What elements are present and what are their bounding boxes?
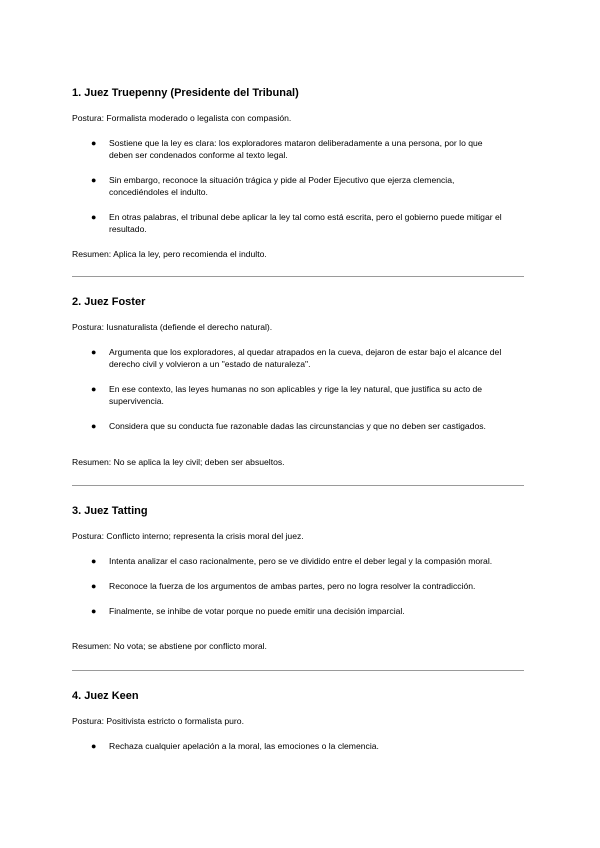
list-item-line: supervivencia. xyxy=(109,396,164,406)
bullet-icon: ● xyxy=(91,741,97,751)
postura-text: Formalista moderado o legalista con compasión. xyxy=(106,113,292,123)
section-truepenny xyxy=(72,86,528,260)
bullet-icon: ● xyxy=(91,556,97,566)
bullet-icon: ● xyxy=(91,384,97,394)
list-item-line: Intenta analizar el caso racionalmente, pero se ve dividido entre el deber legal y la compasión moral. xyxy=(109,556,493,566)
list-item-line: En otras palabras, el tribunal debe aplicar la ley tal como está escrita, pero el gobierno puede mitigar el xyxy=(109,212,502,222)
resumen-label: Resumen: xyxy=(72,249,114,259)
bullet-icon: ● xyxy=(91,175,97,185)
resumen-line xyxy=(72,456,528,468)
list-item xyxy=(72,605,528,617)
postura-line xyxy=(72,112,528,124)
list-item-line: Reconoce la fuerza de los argumentos de ambas partes, pero no logra resolver la contradicción. xyxy=(109,581,476,591)
section-divider xyxy=(72,485,524,486)
postura-line xyxy=(72,321,528,333)
resumen-label: Resumen: xyxy=(72,457,114,467)
postura-label: Postura: xyxy=(72,531,107,541)
list-item-line: Considera que su conducta fue razonable dadas las circunstancias y que no deben ser castigados. xyxy=(109,421,486,431)
section-tatting xyxy=(72,504,528,652)
list-item xyxy=(72,346,528,370)
list-item xyxy=(72,174,528,198)
list-item-line: concediéndoles el indulto. xyxy=(109,187,208,197)
list-item-line: deben ser condenados conforme al texto legal. xyxy=(109,150,288,160)
bullet-list xyxy=(72,555,528,617)
section-heading: 2. Juez Foster xyxy=(72,296,146,308)
resumen-text: No se aplica la ley civil; deben ser absueltos. xyxy=(113,457,285,467)
section-keen xyxy=(72,689,528,752)
list-item-line: Sostiene que la ley es clara: los exploradores mataron deliberadamente a una persona, por lo que xyxy=(109,138,483,148)
bullet-list xyxy=(72,137,528,235)
bullet-icon: ● xyxy=(91,421,97,431)
bullet-icon: ● xyxy=(91,606,97,616)
resumen-label: Resumen: xyxy=(72,641,114,651)
postura-label: Postura: xyxy=(72,113,107,123)
postura-text: Positivista estricto o formalista puro. xyxy=(106,716,244,726)
section-heading: 4. Juez Keen xyxy=(72,690,139,702)
bullet-icon: ● xyxy=(91,581,97,591)
list-item xyxy=(72,137,528,161)
list-item-line: Argumenta que los exploradores, al quedar atrapados en la cueva, dejaron de estar bajo el alcance del xyxy=(109,347,502,357)
list-item xyxy=(72,420,528,432)
list-item-line: derecho civil y volvieron a un "estado de naturaleza". xyxy=(109,359,311,369)
postura-text: Iusnaturalista (defiende el derecho natural). xyxy=(106,322,273,332)
list-item-line: Rechaza cualquier apelación a la moral, las emociones o la clemencia. xyxy=(109,741,379,751)
bullet-icon: ● xyxy=(91,138,97,148)
list-item xyxy=(72,740,528,752)
bullet-list xyxy=(72,740,528,752)
list-item xyxy=(72,211,528,235)
section-foster xyxy=(72,295,528,468)
bullet-icon: ● xyxy=(91,212,97,222)
list-item xyxy=(72,555,528,567)
section-heading: 3. Juez Tatting xyxy=(72,505,148,517)
resumen-line xyxy=(72,248,528,260)
postura-label: Postura: xyxy=(72,322,107,332)
resumen-text: Aplica la ley, pero recomienda el indulto. xyxy=(113,249,267,259)
list-item xyxy=(72,580,528,592)
section-divider xyxy=(72,276,524,277)
section-heading: 1. Juez Truepenny (Presidente del Tribunal) xyxy=(72,87,299,99)
section-divider xyxy=(72,670,524,671)
resumen-text: No vota; se abstiene por conflicto moral. xyxy=(113,641,267,651)
list-item-line: resultado. xyxy=(109,224,147,234)
postura-line xyxy=(72,530,528,542)
postura-line xyxy=(72,715,528,727)
bullet-list xyxy=(72,346,528,432)
list-item-line: Finalmente, se inhibe de votar porque no puede emitir una decisión imparcial. xyxy=(109,606,405,616)
list-item xyxy=(72,383,528,407)
postura-text: Conflicto interno; representa la crisis moral del juez. xyxy=(106,531,304,541)
postura-label: Postura: xyxy=(72,716,107,726)
list-item-line: Sin embargo, reconoce la situación trágica y pide al Poder Ejecutivo que ejerza clemencia, xyxy=(109,175,455,185)
resumen-line xyxy=(72,640,528,652)
bullet-icon: ● xyxy=(91,347,97,357)
list-item-line: En ese contexto, las leyes humanas no son aplicables y rige la ley natural, que justifica su acto de xyxy=(109,384,483,394)
